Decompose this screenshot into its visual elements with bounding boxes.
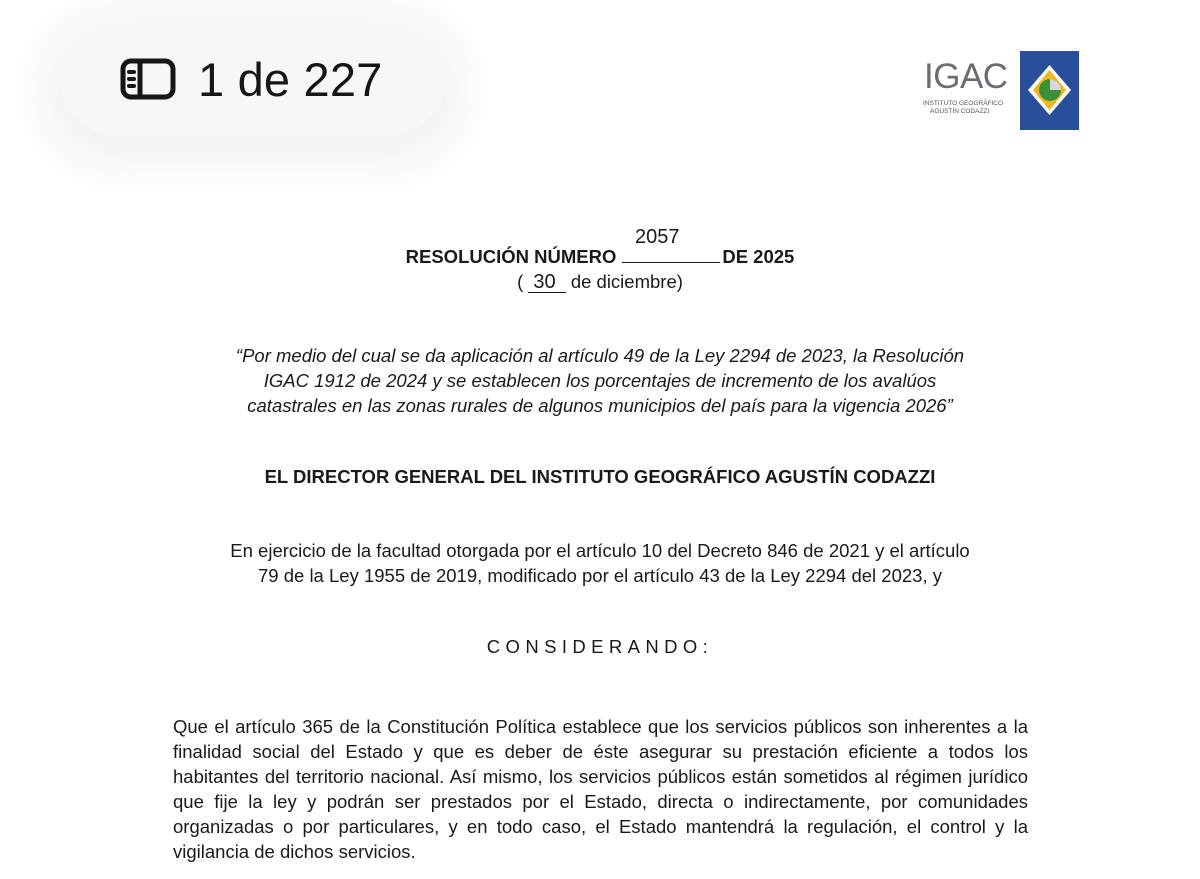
igac-emblem-icon bbox=[1020, 51, 1079, 130]
page-counter[interactable] bbox=[60, 22, 445, 136]
director-heading: EL DIRECTOR GENERAL DEL INSTITUTO GEOGRÁFICO AGUSTÍN CODAZZI bbox=[264, 466, 936, 487]
resolution-title bbox=[0, 246, 1200, 268]
subject-line: catastrales en las zonas rurales de algunos municipios del país para la vigencia 2026” bbox=[247, 395, 953, 416]
considerando-heading: CONSIDERANDO: bbox=[486, 636, 714, 657]
body-paragraph: Que el artículo 365 de la Constitución Política establece que los servicios públicos son inherentes a la finalidad social del Estado y que es deber de éste asegurar su prestación eficiente a todos los habitantes del territorio nacional. Así mismo, los servicios públicos están sometidos al régimen jurídico que fije la ley y podrán ser prestados por el Estado, directa o indirectamente, por comunidades organizadas o por particulares, y en todo caso, el Estado mantendrá la regulación, el control y la vigilancia de dichos servicios. bbox=[173, 716, 1028, 862]
exercise-line: 79 de la Ley 1955 de 2019, modificado por el artículo 43 de la Ley 2294 del 2023, y bbox=[258, 565, 942, 586]
subject-line: IGAC 1912 de 2024 y se establecen los porcentajes de incremento de los avalúos bbox=[263, 370, 937, 391]
logo-line1: INSTITUTO GEOGRÁFICO bbox=[923, 100, 1004, 107]
exercise-line: En ejercicio de la facultad otorgada por el artículo 10 del Decreto 846 de 2021 y el artículo bbox=[230, 540, 970, 561]
date-day: 30 bbox=[528, 272, 565, 293]
logo-acronym: IGAC bbox=[924, 57, 1008, 96]
resolution-date bbox=[0, 271, 1200, 293]
sidebar-icon bbox=[120, 58, 176, 100]
exercise-statement bbox=[160, 538, 1040, 588]
resolution-number-blank bbox=[622, 247, 720, 263]
resolution-number: 2057 bbox=[635, 226, 680, 248]
logo-line2: AGUSTÍN CODAZZI bbox=[930, 108, 990, 115]
date-month: de diciembre) bbox=[570, 271, 683, 292]
subject-line: “Por medio del cual se da aplicación al artículo 49 de la Ley 2294 de 2023, la Resolución bbox=[235, 345, 965, 366]
resolution-subject bbox=[160, 343, 1040, 418]
page-counter-text: 1 de 227 bbox=[198, 52, 383, 106]
date-open-paren: ( bbox=[517, 271, 524, 292]
resolution-year: DE 2025 bbox=[722, 246, 795, 267]
resolution-label: RESOLUCIÓN NÚMERO bbox=[405, 246, 617, 267]
igac-logo bbox=[920, 51, 1080, 131]
